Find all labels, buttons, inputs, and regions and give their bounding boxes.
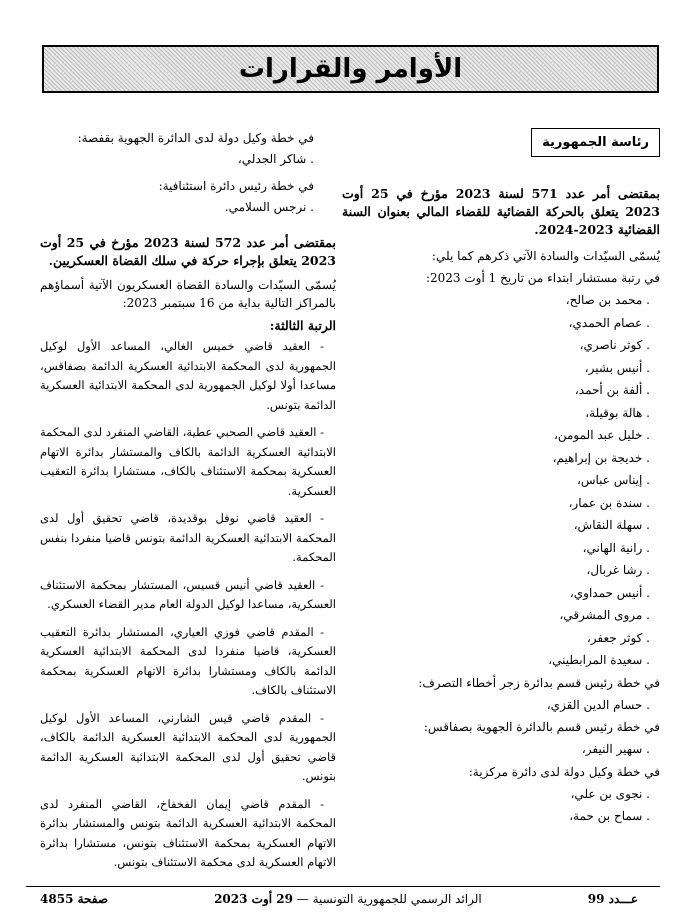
appointment-entry: - العقيد قاضي أنيس قسيس، المستشار بمحكمة الاستئناف العسكرية، مساعدا لوكيل الدولة العام مدير القضاء العسكري. [40,576,336,615]
list-item: . سهلة النقاش، [342,514,660,537]
appointment-entry: - المقدم قاضي إيمان الفخفاخ، القاضي المنفرد لدى المحكمة الابتدائية العسكرية الدائمة بتونس والمستشار بدائرة الاتهام العسكرية بمحكمة الاستئناف بتونس، مستشارا بدائرة الاتهام العسكرية لدى محكمة الاستئناف بتونس. [40,795,336,873]
list-item: . كوثر جعفر، [342,627,660,650]
list-item: . حسام الدين القزي، [342,694,660,717]
appointment-entry: - المقدم قاضي فوزي العياري، المستشار بدائرة التعقيب العسكرية، قاضيا منفردا لدى المحكمة الابتدائية العسكرية الدائمة بالكاف ومستشارا بدائرة الاتهام العسكرية بمحكمة الاستئناف بالكاف. [40,623,336,701]
issue-date: 29 أوت 2023 [214,892,293,906]
page-footer [40,892,638,906]
footer-divider [26,886,660,887]
journal-name: الرائد الرسمي للجمهورية التونسية — [296,892,482,906]
group1-heading: في رتبة مستشار ابتداء من تاريخ 1 أوت 2023: [425,271,660,285]
list-item: . خديجة بن إبراهيم، [342,447,660,470]
list-item: . سماح بن حمة، [342,805,660,828]
right-column [342,128,660,828]
list-item: . مروى المشرقي، [342,604,660,627]
decree-572-intro: يُسمّى السيّدات والسادة القضاة العسكريون الآتية أسماؤهم بالمراكز التالية بداية من 16 سبتمبر 2023: [40,278,336,310]
rank-heading: الرتبة الثالثة: [269,318,336,333]
list-item: . إيناس عباس، [342,469,660,492]
list-item: . ألفة بن أحمد، [342,379,660,402]
cont1-heading: في خطة وكيل دولة لدى الدائرة الجهوية بقفصة: [77,131,314,145]
list-item: . هالة بوقيلة، [342,402,660,425]
list-item: . كوثر ناصري، [342,334,660,357]
issue-number: عـــدد 99 [587,892,638,906]
list-item: . شاكر الجدلي، [40,149,336,170]
cont2-heading: في خطة رئيس دائرة استئنافية: [158,179,314,193]
group4-heading: في خطة وكيل دولة لدى دائرة مركزية: [468,764,660,779]
page-number: صفحة 4855 [40,892,109,906]
group3-heading: في خطة رئيس قسم بالدائرة الجهوية بصفاقس: [423,720,660,734]
section-header [42,45,659,93]
list-item: . نرجس السلامي. [40,197,336,218]
group1-list [342,289,660,672]
list-item: . خليل عبد المومن، [342,424,660,447]
list-item: . سعيدة المرابطيني، [342,649,660,672]
list-item: . سهير النيفر، [342,738,660,761]
list-item: . رشا غربال، [342,559,660,582]
list-item: . محمد بن صالح، [342,289,660,312]
journal-info [214,892,482,906]
decree-571-intro: يُسمّى السيّدات والسادة الآتي ذكرهم كما يلي: [431,249,660,263]
decree-571-title: بمقتضى أمر عدد 571 لسنة 2023 مؤرخ في 25 أوت 2023 يتعلق بالحركة القضائية للقضاء المالي بعنوان السنة القضائية 2023-2024. [342,186,660,237]
section-label: رئاسة الجمهورية [531,128,660,157]
appointment-entry: - العقيد قاضي نوفل بوقديدة، قاضي تحقيق أول لدى المحكمة الابتدائية العسكرية الدائمة بتونس قاضيا منفردا بنفس المحكمة. [40,509,336,568]
list-item: . أنيس حمداوي، [342,582,660,605]
appointment-entry: - العقيد قاضي خميس الغالي، المساعد الأول لوكيل الجمهورية لدى المحكمة الابتدائية العسكرية الدائمة بصفاقس، مساعدا أولا لوكيل الجمهورية لدى المحكمة الابتدائية العسكرية الدائمة بتونس. [40,337,336,415]
page-title: الأوامر والقرارات [238,54,463,84]
list-item: . سندة بن عمار، [342,492,660,515]
list-item: . نجوى بن علي، [342,783,660,806]
list-item: . رانية الهاني، [342,537,660,560]
list-item: . عصام الحمدي، [342,312,660,335]
appointment-entry: - المقدم قاضي قيس الشارني، المساعد الأول لوكيل الجمهورية لدى المحكمة الابتدائية العسكرية الدائمة بالكاف، قاضي تحقيق أول لدى المحكمة الابتدائية العسكرية الدائمة بتونس. [40,709,336,787]
list-item: . أنيس بشير، [342,357,660,380]
group2-heading: في خطة رئيس قسم بدائرة زجر أخطاء التصرف: [418,675,660,690]
appointment-entry: - العقيد قاضي الصحبي عطية، القاضي المنفرد لدى المحكمة الابتدائية العسكرية الدائمة بالكاف والمستشار بدائرة الاتهام العسكرية بمحكمة الاستئناف بالكاف، مستشارا بدائرة التعقيب العسكرية. [40,423,336,501]
decree-572-title: بمقتضى أمر عدد 572 لسنة 2023 مؤرخ في 25 أوت 2023 يتعلق بإجراء حركة في سلك القضاة العسكريين. [40,235,336,268]
left-column [40,128,336,881]
